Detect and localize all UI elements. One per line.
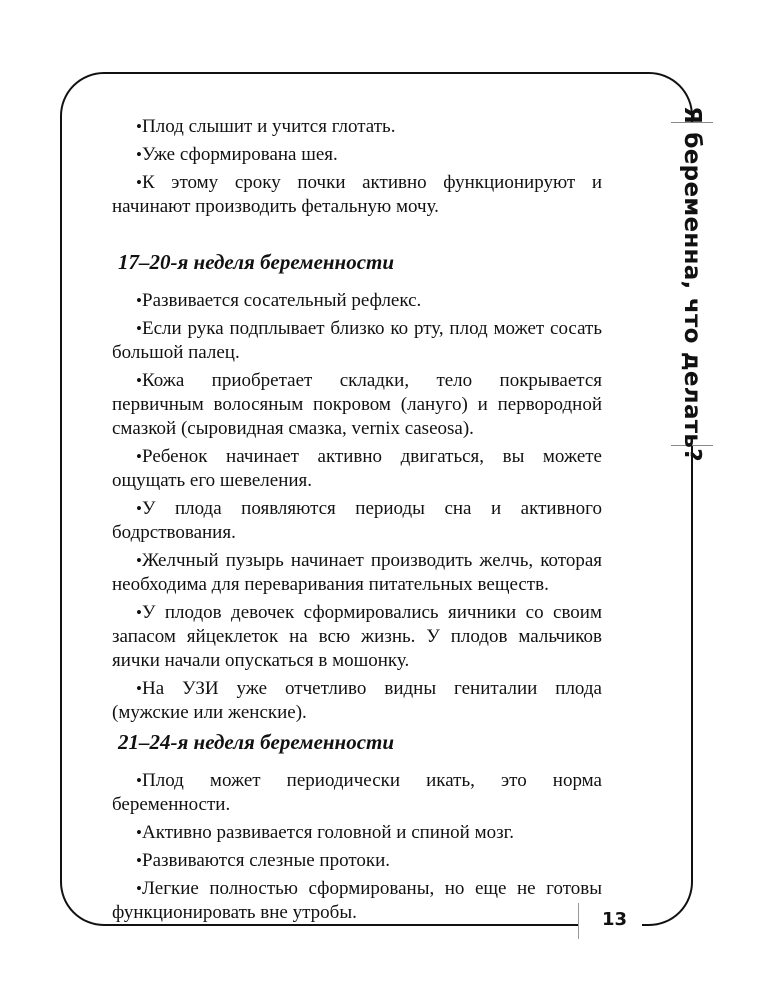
section-heading: 21–24-я неделя беременности [118,730,395,754]
list-item: • Плод может периодически икать, это норма беременности. [112,770,602,815]
list-item: • Уже сформирована шея. [136,144,338,165]
bullet-icon: • [136,291,142,310]
list-item: • У плода появляются периоды сна и активного бодрствования. [112,498,602,543]
list-item: • Кожа приобретает складки, тело покрывается первичным волосяным покровом (лануго) и первородной смазкой (сыровидная смазка, vernix caseosa). [112,370,602,439]
list-item: • Активно развивается головной и спиной мозг. [136,822,514,843]
bullet-icon: • [136,823,142,842]
list-item: • К этому сроку почки активно функционируют и начинают производить фетальную мочу. [112,172,602,217]
section-heading: 17–20-я неделя беременности [118,250,395,274]
page-content [112,115,602,929]
bullet-icon: • [136,173,142,192]
list-item: • У плодов девочек сформировались яичники со своим запасом яйцеклеток на всю жизнь. У плодов мальчиков яички начали опускаться в мошонку. [112,602,602,671]
bullet-icon: • [136,679,142,698]
page-number: 13 [602,909,628,930]
bullet-icon: • [136,851,142,870]
bullet-icon: • [136,371,142,390]
side-tab [671,106,713,462]
side-title: Я беременна, что делать? [679,106,705,462]
list-item: • Ребенок начинает активно двигаться, вы можете ощущать его шевеления. [112,446,602,491]
list-item: • Легкие полностью сформированы, но еще не готовы функционировать вне утробы. [112,878,602,923]
list-item: • На УЗИ уже отчетливо видны гениталии плода (мужские или женские). [112,678,602,723]
bullet-icon: • [136,319,142,338]
bullet-icon: • [136,551,142,570]
bullet-icon: • [136,603,142,622]
bullet-icon: • [136,499,142,518]
bullet-icon: • [136,879,142,898]
list-item: • Плод слышит и учится глотать. [136,116,396,137]
bullet-icon: • [136,145,142,164]
list-item: • Если рука подплывает близко ко рту, плод может сосать большой палец. [112,318,602,363]
list-item: • Желчный пузырь начинает производить желчь, которая необходима для переваривания питательных веществ. [112,550,602,595]
list-item: • Развиваются слезные протоки. [136,850,391,871]
bullet-icon: • [136,117,142,136]
bullet-icon: • [136,447,142,466]
bullet-icon: • [136,771,142,790]
list-item: • Развивается сосательный рефлекс. [136,290,422,311]
